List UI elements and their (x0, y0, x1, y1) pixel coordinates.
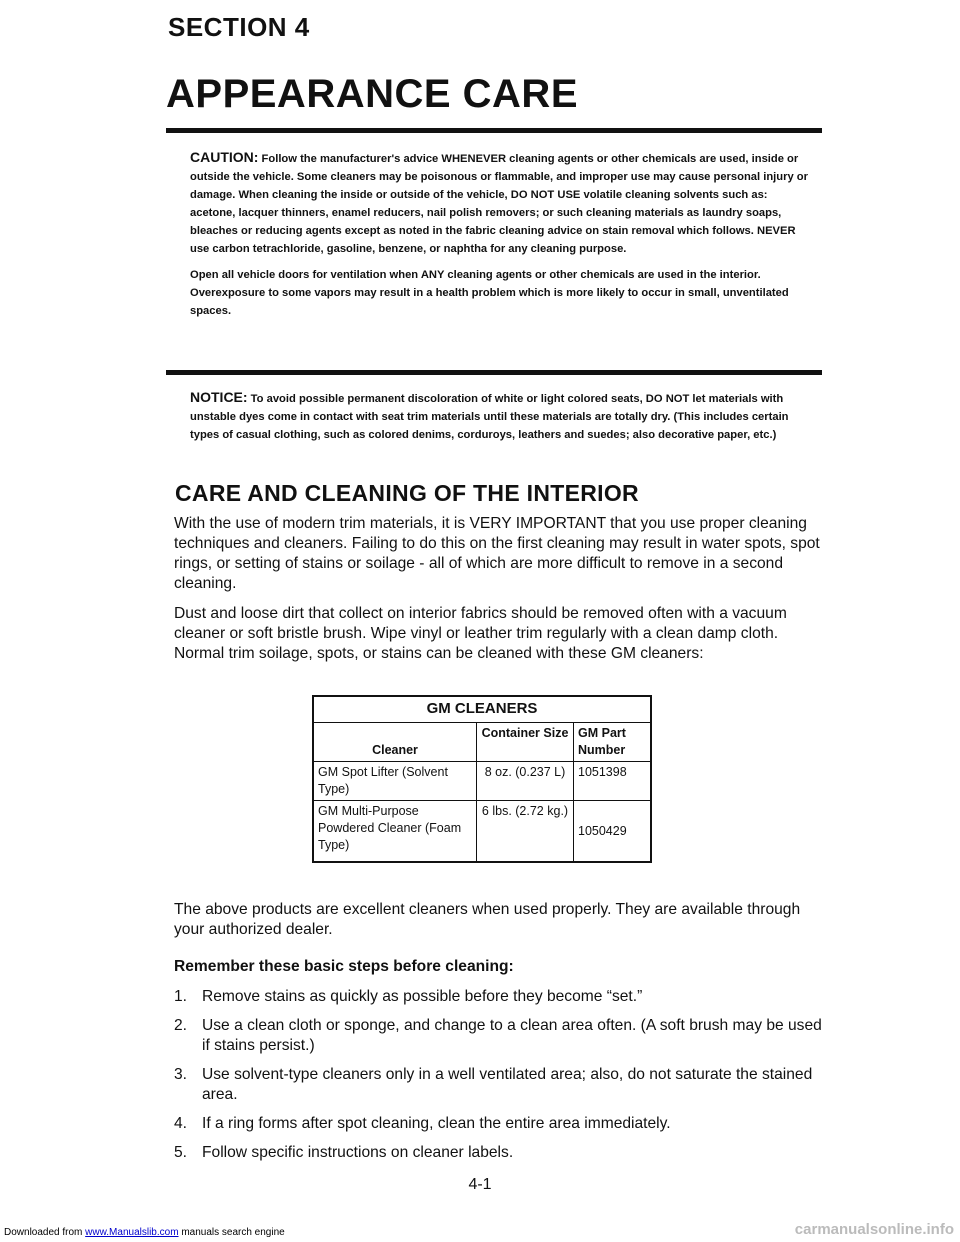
title-rule (166, 128, 822, 133)
page-number: 4-1 (468, 1176, 492, 1193)
step-number: 5. (174, 1144, 188, 1161)
after-table-text (174, 900, 822, 950)
list-item (174, 987, 822, 1007)
step-number: 4. (174, 1115, 188, 1132)
list-item (174, 1016, 822, 1056)
step-text: Use solvent-type cleaners only in a well ventilated area; also, do not saturate the stained area. (202, 1066, 813, 1103)
part-number: 1050429 (574, 801, 652, 863)
watermark: carmanualsonline.info (794, 1221, 954, 1238)
notice-paragraph (190, 388, 814, 444)
step-number: 3. (174, 1066, 188, 1083)
list-item (174, 1065, 822, 1105)
step-number: 1. (174, 988, 188, 1005)
step-text: Use a clean cloth or sponge, and change to a clean area often. (A soft brush may be used if stains persist.) (202, 1017, 822, 1054)
notice-rule (166, 370, 822, 375)
caution-text: Follow the manufacturer's advice WHENEVER cleaning agents or other chemicals are used, inside or outside the vehicle. Some cleaners may be poisonous or flammable, and improper use may cause personal injury or damage. When cleaning the inside or outside of the vehicle, DO NOT USE volatile cleaning solvents such as: acetone, lacquer thinners, enamel reducers, nail polish removers; or such cleaning materials as laundry soaps, bleaches or reducing agents except as noted in the fabric cleaning advice on stain removal which follows. NEVER use carbon tetrachloride, gasoline, benzene, or naphtha for any cleaning purpose. (190, 153, 808, 255)
caution-label: CAUTION: (190, 149, 259, 165)
step-text: If a ring forms after spot cleaning, clean the entire area immediately. (202, 1115, 671, 1132)
table-caption: GM CLEANERS (313, 696, 651, 723)
caution-block (190, 148, 814, 328)
header-cleaner: Cleaner (313, 723, 477, 762)
container-size: 6 lbs. (2.72 kg.) (477, 801, 574, 863)
notice-block (190, 388, 814, 444)
paragraph-1: With the use of modern trim materials, it is VERY IMPORTANT that you use proper cleaning techniques and cleaners. Failing to do this on the first cleaning may result in water spots, spot rings, or setting of stains or soilage - all of which are more difficult to remove in a second cleaning. (174, 515, 820, 592)
gm-cleaners-table (312, 695, 652, 863)
download-footer (4, 1227, 285, 1238)
footer-prefix: Downloaded from (4, 1227, 83, 1238)
page-title: APPEARANCE CARE (166, 72, 578, 116)
notice-text: To avoid possible permanent discoloration of white or light colored seats, DO NOT let materials with unstable dyes come in contact with seat trim materials until these materials are totally dry. (This includes certain types of casual clothing, such as colored denims, corduroys, leathers and suedes; also decorative paper, etc.) (190, 393, 789, 441)
paragraph-3: The above products are excellent cleaners when used properly. They are available through your authorized dealer. (174, 901, 801, 938)
list-item (174, 1143, 822, 1163)
caution-paragraph (190, 148, 814, 258)
ventilation-text: Open all vehicle doors for ventilation when ANY cleaning agents or other chemicals are used in the interior. Overexposure to some vapors may result in a health problem which is more likely to occur in small, unventilated spaces. (190, 269, 789, 317)
container-size: 8 oz. (0.237 L) (477, 762, 574, 801)
footer-suffix: manuals search engine (181, 1227, 285, 1238)
step-text: Remove stains as quickly as possible before they become “set.” (202, 988, 643, 1005)
section-label: SECTION 4 (168, 12, 310, 42)
notice-label: NOTICE: (190, 389, 248, 405)
header-part-number: GM Part Number (574, 723, 652, 762)
table-row (313, 762, 651, 801)
intro-text (174, 514, 822, 674)
steps-list (174, 987, 822, 1172)
step-text: Follow specific instructions on cleaner labels. (202, 1144, 514, 1161)
paragraph-2: Dust and loose dirt that collect on interior fabrics should be removed often with a vacuum cleaner or soft bristle brush. Wipe vinyl or leather trim regularly with a clean damp cloth. Normal trim soilage, spots, or stains can be cleaned with these GM cleaners: (174, 605, 787, 662)
cleaner-name: GM Multi-Purpose Powdered Cleaner (Foam Type) (313, 801, 477, 863)
cleaner-name: GM Spot Lifter (Solvent Type) (313, 762, 477, 801)
steps-heading: Remember these basic steps before cleaning: (174, 958, 514, 975)
table-row (313, 801, 651, 863)
manualslib-link[interactable]: www.Manualslib.com (85, 1227, 179, 1238)
step-number: 2. (174, 1017, 188, 1034)
list-item (174, 1114, 822, 1134)
part-number: 1051398 (574, 762, 652, 801)
header-container-size: Container Size (477, 723, 574, 762)
interior-heading: CARE AND CLEANING OF THE INTERIOR (175, 480, 639, 506)
